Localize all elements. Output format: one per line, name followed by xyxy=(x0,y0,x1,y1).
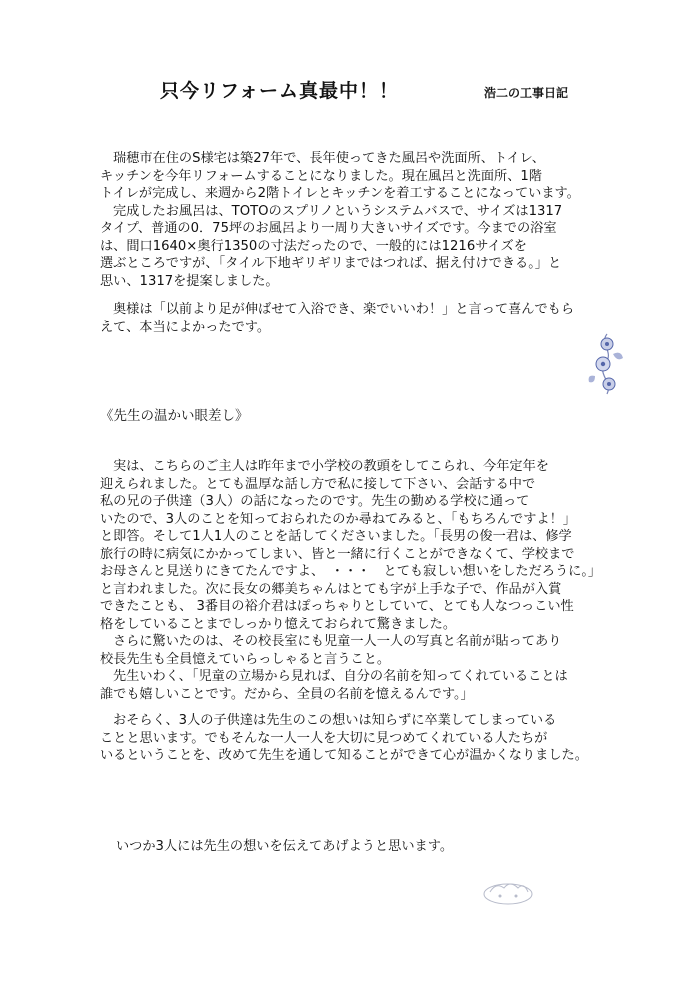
text-line: えて、本当によかったです。 xyxy=(100,319,271,335)
text-line: 瑞穂市在住のS様宅は築27年で、長年使ってきた風呂や洗面所、トイレ、 xyxy=(113,151,545,166)
text-line: 実は、こちらのご主人は昨年まで小学校の教頭をしてこられ、今年定年を xyxy=(113,459,549,474)
paragraph-reflection xyxy=(100,712,588,765)
text-line: は、間口1640×奥行1350の寸法だったので、一般的には1216サイズを xyxy=(100,238,527,254)
text-line: 奥様は「以前より足が伸ばせて入浴でき、楽でいいわ！」と言って喜んでもら xyxy=(113,302,575,317)
text-line: 校長先生も全員憶えていらっしゃると言うこと。 xyxy=(100,651,391,667)
paragraph-renovation xyxy=(100,150,580,290)
morning-glory-flower-icon xyxy=(585,330,629,396)
text-line: と即答。そして1人1人のことを話してくださいました。「長男の俊一君は、修学 xyxy=(100,529,572,544)
text-line: さらに驚いたのは、その校長室にも児童一人一人の写真と名前が貼ってあり xyxy=(113,634,562,649)
text-line: できたことも、 3番目の裕介君はぽっちゃりとしていて、とても人なつっこい性 xyxy=(100,599,574,614)
paragraph-teacher-story xyxy=(100,458,601,703)
text-line: いるということを、改めて先生を通して知ることができて心が温かくなりました。 xyxy=(100,748,588,763)
text-line: お母さんと見送りにきてたんですよ、 ・・・ とても寂しい想いをしただろうに。」 xyxy=(100,564,602,579)
text-line: 私の兄の子供達（3人）の話になったのです。先生の勤める学校に通って xyxy=(100,494,530,509)
closing-line: いつか3人には先生の想いを伝えてあげようと思います。 xyxy=(116,839,454,854)
text-line: 先生いわく、「児童の立場から見れば、自分の名前を知ってくれていることは xyxy=(113,669,568,684)
paragraph-wife-comment xyxy=(100,301,574,336)
text-line: 格をしていることまでしっかり憶えておられて驚きました。 xyxy=(100,616,457,632)
text-line: ことと思います。でもそんな一人一人を大切に見つめてくれている人たちが xyxy=(100,730,548,746)
text-line: おそらく、3人の子供達は先生のこの想いは知らずに卒業してしまっている xyxy=(113,713,557,728)
page-title: 只今リフォーム真最中！！ xyxy=(160,80,400,102)
diary-subtitle: 浩二の工事日記 xyxy=(484,86,569,100)
text-line: と言われました。次に長女の郷美ちゃんはとても字が上手な子で、作品が入賞 xyxy=(100,581,562,597)
text-line: タイプ、普通の0．75坪のお風呂より一周り大きいサイズです。今までの浴室 xyxy=(100,221,557,236)
text-line: トイレが完成し、来週から2階トイレとキッチンを着工することになっています。 xyxy=(100,186,580,201)
text-line: 迎えられました。とても温厚な話し方で私に接して下さい、会話する中で xyxy=(100,476,536,492)
text-line: いたので、3人のことを知っておられたのか尋ねてみると、「もちろんですよ！」 xyxy=(100,511,576,527)
text-line: 選ぶところですが、「タイル下地ギリギリまではつれば、据え付けできる。」と xyxy=(100,256,562,271)
text-line: 完成したお風呂は、TOTOのスプリノというシステムバスで、サイズは1317 xyxy=(113,203,563,219)
text-line: 思い、1317を提案しました。 xyxy=(100,273,279,289)
section-heading: 《先生の温かい眼差し》 xyxy=(100,408,249,424)
text-line: 誰でも嬉しいことです。だから、全員の名前を憶えるんです。」 xyxy=(100,686,474,702)
text-line: 旅行の時に病気にかかってしまい、皆と一緒に行くことができなくて、学校まで xyxy=(100,546,575,562)
small-sketch-doodle-icon xyxy=(478,874,538,908)
text-line: キッチンを今年リフォームすることになりました。現在風呂と洗面所、1階 xyxy=(100,168,542,184)
